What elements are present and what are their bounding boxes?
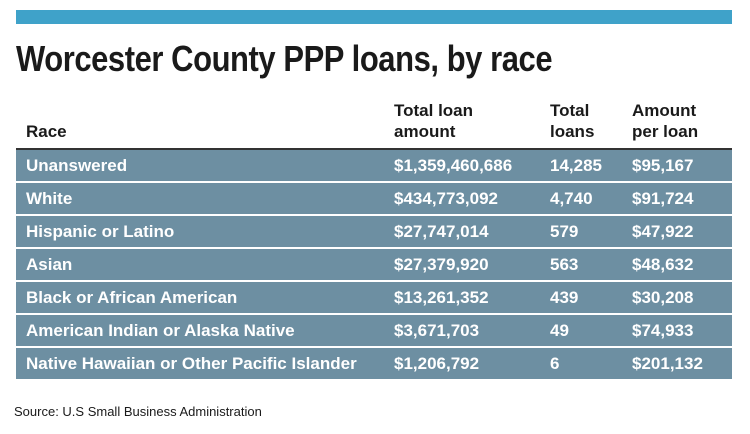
- table-row: [16, 249, 732, 280]
- chart-title: Worcester County PPP loans, by race: [16, 38, 553, 79]
- column-header-loans: Total loans: [550, 101, 595, 141]
- cell-per-loan: $47,922: [632, 222, 694, 241]
- cell-race: Native Hawaiian or Other Pacific Islander: [26, 354, 357, 373]
- table-row: [16, 183, 732, 214]
- cell-amount: $27,747,014: [394, 222, 489, 241]
- cell-amount: $434,773,092: [394, 189, 498, 208]
- cell-per-loan: $95,167: [632, 156, 694, 175]
- column-header-per-loan: Amount per loan: [632, 101, 699, 141]
- cell-loans: 579: [550, 222, 579, 241]
- table-row: [16, 348, 732, 379]
- cell-amount: $1,359,460,686: [394, 156, 513, 175]
- cell-race: Unanswered: [26, 156, 128, 175]
- cell-loans: 439: [550, 288, 579, 307]
- table-row: [16, 315, 732, 346]
- cell-race: White: [26, 189, 73, 208]
- column-header-race: [26, 121, 67, 142]
- cell-loans: 4,740: [550, 189, 593, 208]
- cell-loans: 563: [550, 255, 579, 274]
- cell-amount: $1,206,792: [394, 354, 480, 373]
- cell-per-loan: $48,632: [632, 255, 694, 274]
- cell-per-loan: $201,132: [632, 354, 703, 373]
- cell-amount: $27,379,920: [394, 255, 489, 274]
- column-header-amount: Total loan amount: [394, 101, 474, 141]
- table-row: [16, 216, 732, 247]
- table-row: [16, 150, 732, 181]
- accent-bar: [16, 10, 732, 24]
- column-header-label: Race: [26, 122, 67, 141]
- table-row: [16, 282, 732, 313]
- cell-per-loan: $74,933: [632, 321, 694, 340]
- cell-loans: 6: [550, 354, 560, 373]
- cell-race: American Indian or Alaska Native: [26, 321, 295, 340]
- source-note: Source: U.S Small Business Administration: [14, 404, 262, 419]
- cell-per-loan: $30,208: [632, 288, 694, 307]
- data-table: [16, 150, 732, 381]
- cell-amount: $13,261,352: [394, 288, 489, 307]
- cell-per-loan: $91,724: [632, 189, 694, 208]
- cell-race: Black or African American: [26, 288, 238, 307]
- cell-race: Asian: [26, 255, 73, 274]
- cell-race: Hispanic or Latino: [26, 222, 175, 241]
- cell-amount: $3,671,703: [394, 321, 480, 340]
- cell-loans: 14,285: [550, 156, 602, 175]
- cell-loans: 49: [550, 321, 569, 340]
